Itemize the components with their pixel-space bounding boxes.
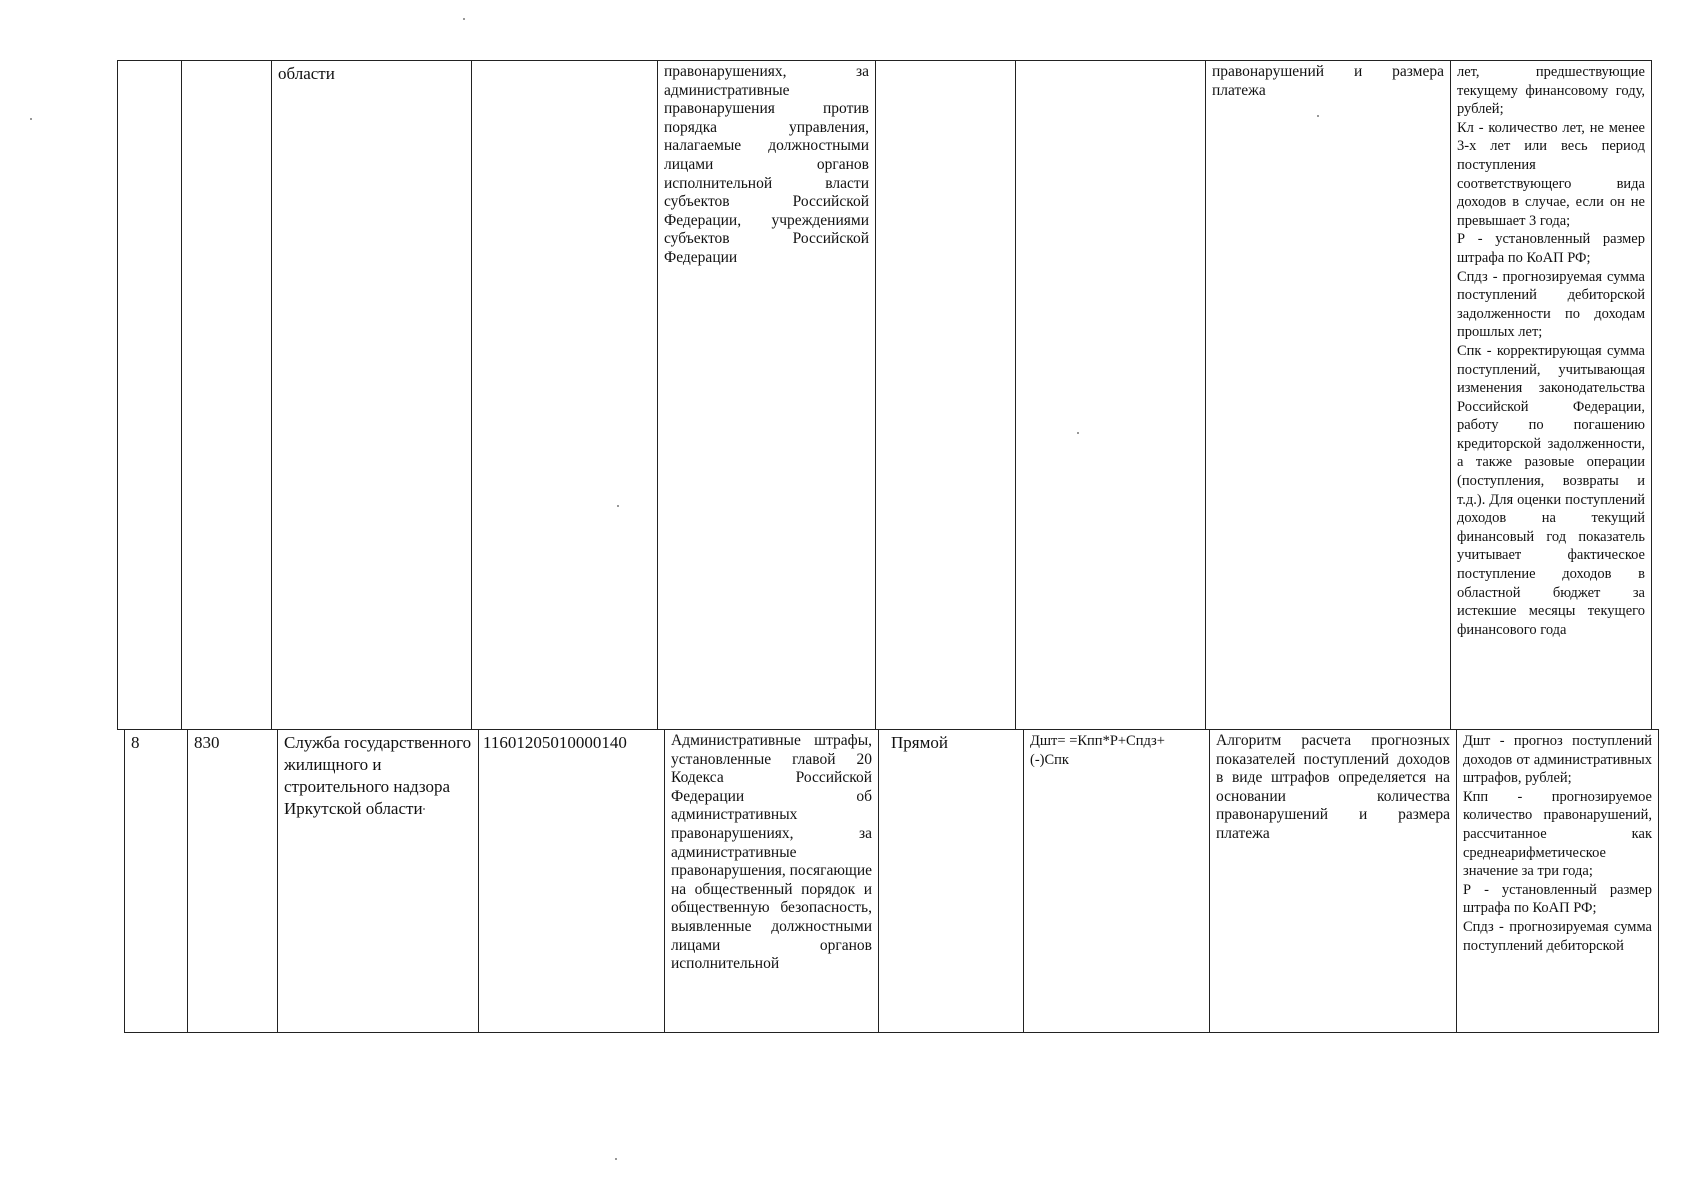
kbk-name: Административные штрафы, установленные главой 20 Кодекса Российской Федерации об административных правонарушениях, за административные правонарушения, посягающие на общественный порядок и общественную безопасность, выявленные должностными лицами органов исполнительной (671, 732, 873, 973)
cell-kbk-code (471, 61, 657, 729)
algorithm-text: правонарушений и размера платежа (1212, 63, 1444, 99)
table-row (117, 60, 1652, 730)
algorithm-text: Алгоритм расчета прогнозных показателей поступлений доходов в виде штрафов определяется на основании количества правонарушений и размера платежа (1216, 732, 1450, 842)
scan-speck (615, 1158, 617, 1160)
cell-method (878, 730, 1023, 1032)
cell-kbk-name (664, 730, 878, 1032)
indicator-legend: Дшт - прогноз поступлений доходов от административных штрафов, рублей; Кпп - прогнозируемое количество правонарушений, рассчитанное как среднеарифметическое значение за три года; Р - установленный размер штрафа по КоАП РФ; Спдз - прогнозируемая сумма поступлений дебиторской (1463, 733, 1652, 954)
cell-kbk-code (478, 730, 664, 1032)
scan-speck (1077, 432, 1079, 434)
scan-speck (30, 118, 32, 120)
kbk-name: правонарушениях, за административные правонарушения против порядка управления, налагаемые должностными лицами органов исполнительной власти субъектов Российской Федерации, учреждениями субъектов Российской Федерации (664, 63, 869, 266)
cell-method (875, 61, 1015, 729)
administrator-name: области (278, 64, 335, 83)
kbk-code: 11601205010000140 (483, 733, 627, 752)
cell-formula (1023, 730, 1209, 1032)
cell-administrator-name (277, 730, 478, 1032)
formula: Дшт= =Кпп*Р+Спдз+(-)Спк (1030, 733, 1165, 768)
cell-indicator-legend (1456, 730, 1659, 1032)
administrator-name: Служба государственного жилищного и строительного надзора Иркутской области (284, 733, 472, 818)
cell-admin-code (187, 730, 277, 1032)
cell-algorithm (1209, 730, 1456, 1032)
calculation-method: Прямой (891, 733, 948, 752)
cell-number (124, 730, 187, 1032)
cell-algorithm (1205, 61, 1450, 729)
scan-speck (423, 808, 425, 810)
cell-indicator-legend (1450, 61, 1652, 729)
indicator-legend: лет, предшествующие текущему финансовому году, рублей; Кл - количество лет, не менее 3-х лет или весь период поступления соответствующего вида доходов в случае, если он не превышает 3 года; Р - установленный размер штрафа по КоАП РФ; Спдз - прогнозируемая сумма поступлений дебиторской задолженности по доходам прошлых лет; Спк - корректирующая сумма поступлений, учитывающая изменения законодательства Российской Федерации, работу по погашению кредиторской задолженности, а также разовые операции (поступления, возвраты и т.д.). Для оценки поступлений доходов на текущий финансовый год показатель учитывает фактическое поступление доходов в областной бюджет за истекшие месяцы текущего финансового года (1457, 64, 1645, 638)
cell-admin-code (181, 61, 271, 729)
cell-kbk-name (657, 61, 875, 729)
admin-code: 830 (194, 733, 220, 752)
cell-number (117, 61, 181, 729)
cell-administrator-name (271, 61, 471, 729)
scan-speck (1317, 115, 1319, 117)
table-row (124, 729, 1659, 1033)
cell-formula (1015, 61, 1205, 729)
scan-speck (463, 18, 465, 20)
row-number: 8 (131, 733, 140, 752)
scan-speck (617, 505, 619, 507)
